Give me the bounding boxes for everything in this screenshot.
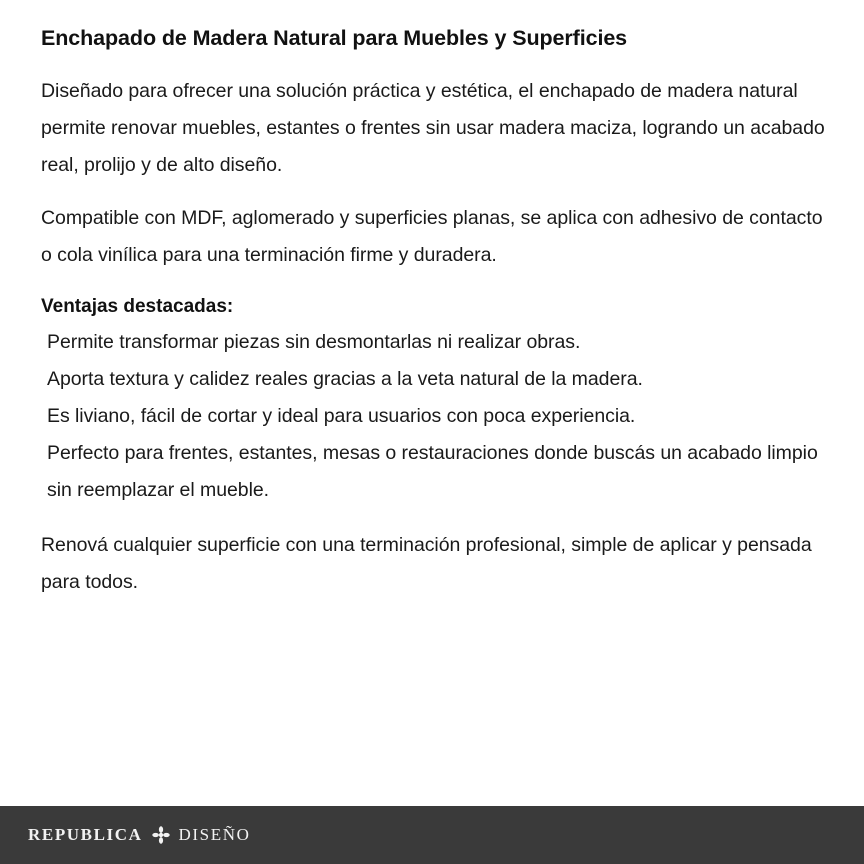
brand-name-first: REPUBLICA — [28, 825, 143, 844]
flower-mark-icon — [151, 825, 171, 845]
advantages-list — [41, 324, 827, 509]
list-item: Permite transformar piezas sin desmontarlas ni realizar obras. — [47, 331, 581, 354]
advantages-heading: Ventajas destacadas: — [41, 296, 234, 318]
intro-paragraph-1: Diseñado para ofrecer una solución práctica y estética, el enchapado de madera natural permite renovar muebles, estantes o frentes sin usar madera maciza, logrando un acabado real, prolijo y de alto diseño. — [41, 80, 825, 177]
intro-paragraph-2: Compatible con MDF, aglomerado y superficies planas, se aplica con adhesivo de contacto o cola vinílica para una terminación firme y duradera. — [41, 207, 823, 267]
footer-bar — [0, 806, 864, 864]
list-item: Aporta textura y calidez reales gracias a la veta natural de la madera. — [47, 368, 643, 391]
list-item: Perfecto para frentes, estantes, mesas o restauraciones donde buscás un acabado limpio sin reemplazar el mueble. — [47, 442, 818, 502]
list-item: Es liviano, fácil de cortar y ideal para usuarios con poca experiencia. — [47, 405, 636, 428]
closing-paragraph: Renová cualquier superficie con una terminación profesional, simple de aplicar y pensada para todos. — [41, 534, 812, 594]
brand-name-second: DISEÑO — [178, 825, 251, 844]
document-content — [41, 24, 827, 617]
page-title: Enchapado de Madera Natural para Muebles y Superficies — [41, 26, 628, 50]
brand-logo — [28, 825, 250, 845]
